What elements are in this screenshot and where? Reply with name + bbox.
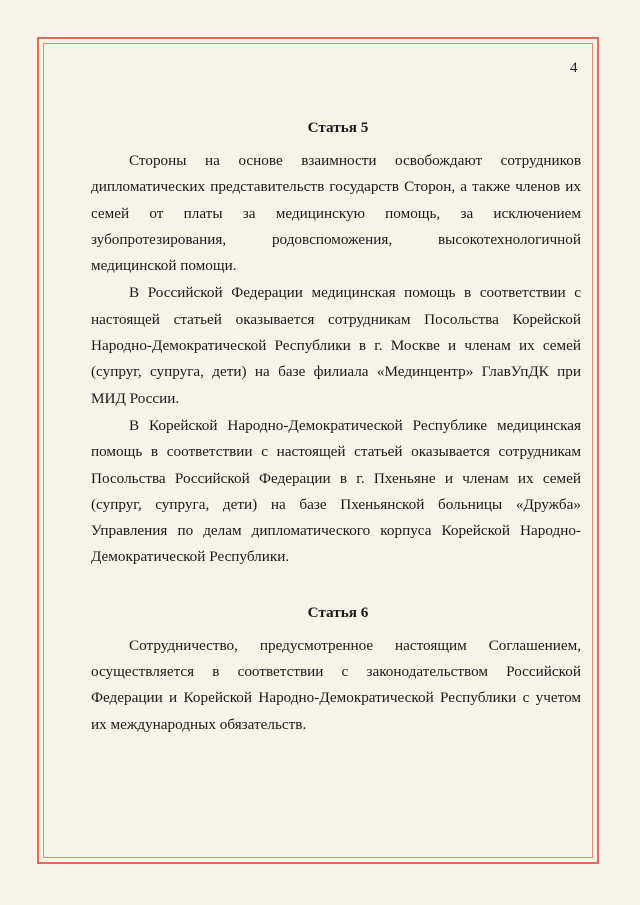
page-number: 4 bbox=[570, 60, 578, 76]
article-5-paragraph-3: В Корейской Народно-Демократической Республике медицинская помощь в соответствии с настоящей статьей оказывается сотрудникам Посольства Российской Федерации в г. Пхеньяне и членам их семей (супруг, супруга, дети) на базе Пхеньянской больницы «Дружба» Управления по делам дипломатического корпуса Корейской Народно-Демократической Республики. bbox=[91, 416, 581, 566]
article-6-paragraph-1: Сотрудничество, предусмотренное настоящим Соглашением, осуществляется в соответствии с законодательством Российской Федерации и Корейской Народно-Демократической Республики с учетом их международных обязательств. bbox=[91, 636, 581, 733]
article-6-heading: Статья 6 bbox=[307, 603, 369, 621]
article-5-heading: Статья 5 bbox=[307, 119, 369, 136]
article-5-paragraph-1: Стороны на основе взаимности освобождают сотрудников дипломатических представительств государств Сторон, а также членов их семей от платы за медицинскую помощь, за исключением зубопротезирования, родовспоможения, высокотехнологичной медицинской помощи. bbox=[91, 152, 581, 275]
article-5-paragraph-2: В Российской Федерации медицинская помощь в соответствии с настоящей статьей оказывается сотрудникам Посольства Корейской Народно-Демократической Республики в г. Москве и членам их семей (супруг, супруга, дети) на базе филиала «Мединцентр» ГлавУпДК при МИД России. bbox=[91, 284, 581, 407]
document-body bbox=[91, 118, 581, 738]
